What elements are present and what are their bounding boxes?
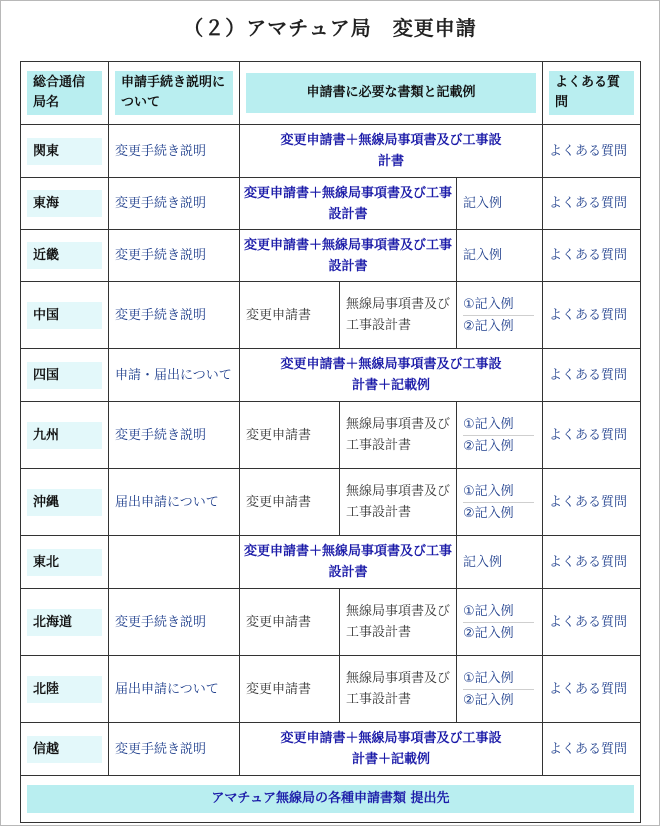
change-application-form-link[interactable]: 変更申請書 — [246, 494, 312, 510]
example-link[interactable]: 記入例 — [463, 196, 503, 211]
procedure-link[interactable]: 変更手続き説明 — [115, 427, 207, 443]
station-details-form-link[interactable]: 無線局事項書及び工事設計書 — [346, 417, 451, 453]
procedure-link[interactable]: 変更手続き説明 — [115, 196, 207, 211]
change-application-form-link[interactable]: 変更申請書 — [246, 614, 312, 630]
region-name: 信越 — [27, 736, 102, 763]
faq-link[interactable]: よくある質問 — [549, 494, 628, 510]
faq-link[interactable]: よくある質問 — [549, 681, 628, 697]
example-link-2[interactable]: ②記入例 — [463, 625, 514, 641]
page-title: （２）アマチュア局 変更申請 — [183, 16, 477, 40]
combined-forms-link[interactable]: 変更申請書＋無線局事項書及び工事設計書 — [244, 237, 453, 274]
region-name: 四国 — [27, 362, 102, 389]
faq-link[interactable]: よくある質問 — [549, 248, 628, 263]
procedure-link[interactable]: 申請・届出について — [115, 367, 232, 383]
station-details-form-link[interactable]: 無線局事項書及び工事設計書 — [346, 604, 451, 640]
table-row — [21, 402, 641, 469]
procedure-link[interactable]: 変更手続き説明 — [115, 614, 207, 630]
change-application-form-link[interactable]: 変更申請書 — [246, 307, 312, 323]
example-link-2[interactable]: ②記入例 — [463, 692, 514, 708]
combined-forms-link[interactable]: 変更申請書＋無線局事項書及び工事設計書 — [280, 133, 502, 169]
table-row — [21, 230, 641, 282]
region-name: 九州 — [27, 422, 102, 449]
procedure-link[interactable]: 変更手続き説明 — [115, 741, 207, 757]
faq-link[interactable]: よくある質問 — [549, 367, 628, 383]
example-link-1[interactable]: ①記入例 — [463, 294, 534, 316]
combined-forms-link[interactable]: 変更申請書＋無線局事項書及び工事設計書＋記載例 — [280, 731, 502, 767]
faq-link[interactable]: よくある質問 — [549, 741, 628, 757]
example-link-1[interactable]: ①記入例 — [463, 668, 534, 690]
table-row — [21, 125, 641, 178]
example-links — [457, 601, 542, 644]
region-name: 北海道 — [27, 609, 102, 636]
header-documents: 申請書に必要な書類と記載例 — [246, 73, 536, 113]
station-details-form-link[interactable]: 無線局事項書及び工事設計書 — [346, 297, 451, 333]
example-link-2[interactable]: ②記入例 — [463, 318, 514, 334]
faq-link[interactable]: よくある質問 — [549, 427, 628, 443]
table-row — [21, 536, 641, 589]
procedure-link[interactable]: 変更手続き説明 — [115, 143, 207, 159]
example-link[interactable]: 記入例 — [463, 554, 503, 570]
faq-link[interactable]: よくある質問 — [549, 307, 628, 323]
header-procedure: 申請手続き説明について — [115, 71, 233, 115]
example-links — [457, 294, 542, 337]
header-region: 総合通信局名 — [27, 71, 102, 115]
combined-forms-link[interactable]: 変更申請書＋無線局事項書及び工事設計書＋記載例 — [280, 357, 502, 393]
station-details-form-link[interactable]: 無線局事項書及び工事設計書 — [346, 484, 451, 520]
table-row — [21, 178, 641, 230]
example-link[interactable]: 記入例 — [463, 248, 503, 263]
example-link-1[interactable]: ①記入例 — [463, 414, 534, 436]
region-name: 沖縄 — [27, 489, 102, 516]
faq-link[interactable]: よくある質問 — [549, 196, 628, 211]
faq-link[interactable]: よくある質問 — [549, 614, 628, 630]
table-row — [21, 589, 641, 656]
table-row — [21, 469, 641, 536]
procedure-link[interactable]: 変更手続き説明 — [115, 307, 207, 323]
region-name: 中国 — [27, 302, 102, 329]
procedure-link[interactable]: 変更手続き説明 — [115, 248, 207, 263]
application-table — [20, 61, 641, 823]
faq-link[interactable]: よくある質問 — [549, 143, 628, 159]
combined-forms-link[interactable]: 変更申請書＋無線局事項書及び工事設計書 — [244, 544, 453, 580]
procedure-link[interactable]: 届出申請について — [115, 681, 219, 697]
submission-link[interactable]: アマチュア無線局の各種申請書類 提出先 — [27, 785, 634, 813]
header-row — [21, 62, 641, 125]
region-name: 近畿 — [27, 242, 102, 269]
footer-row — [21, 776, 641, 823]
change-application-form-link[interactable]: 変更申請書 — [246, 681, 312, 697]
region-name: 関東 — [27, 138, 102, 165]
example-links — [457, 481, 542, 524]
table-row — [21, 656, 641, 723]
region-name: 東北 — [27, 549, 102, 576]
example-link-2[interactable]: ②記入例 — [463, 505, 514, 521]
table-row — [21, 282, 641, 349]
procedure-empty — [109, 536, 240, 589]
example-link-1[interactable]: ①記入例 — [463, 481, 534, 503]
procedure-link[interactable]: 届出申請について — [115, 494, 219, 510]
example-link-2[interactable]: ②記入例 — [463, 438, 514, 454]
example-links — [457, 414, 542, 457]
faq-link[interactable]: よくある質問 — [549, 554, 628, 570]
table-row — [21, 723, 641, 776]
change-application-form-link[interactable]: 変更申請書 — [246, 427, 312, 443]
table-row — [21, 349, 641, 402]
header-faq: よくある質問 — [549, 71, 634, 115]
example-link-1[interactable]: ①記入例 — [463, 601, 534, 623]
region-name: 東海 — [27, 190, 102, 217]
region-name: 北陸 — [27, 676, 102, 703]
station-details-form-link[interactable]: 無線局事項書及び工事設計書 — [346, 671, 451, 707]
example-links — [457, 668, 542, 711]
combined-forms-link[interactable]: 変更申請書＋無線局事項書及び工事設計書 — [244, 185, 453, 222]
